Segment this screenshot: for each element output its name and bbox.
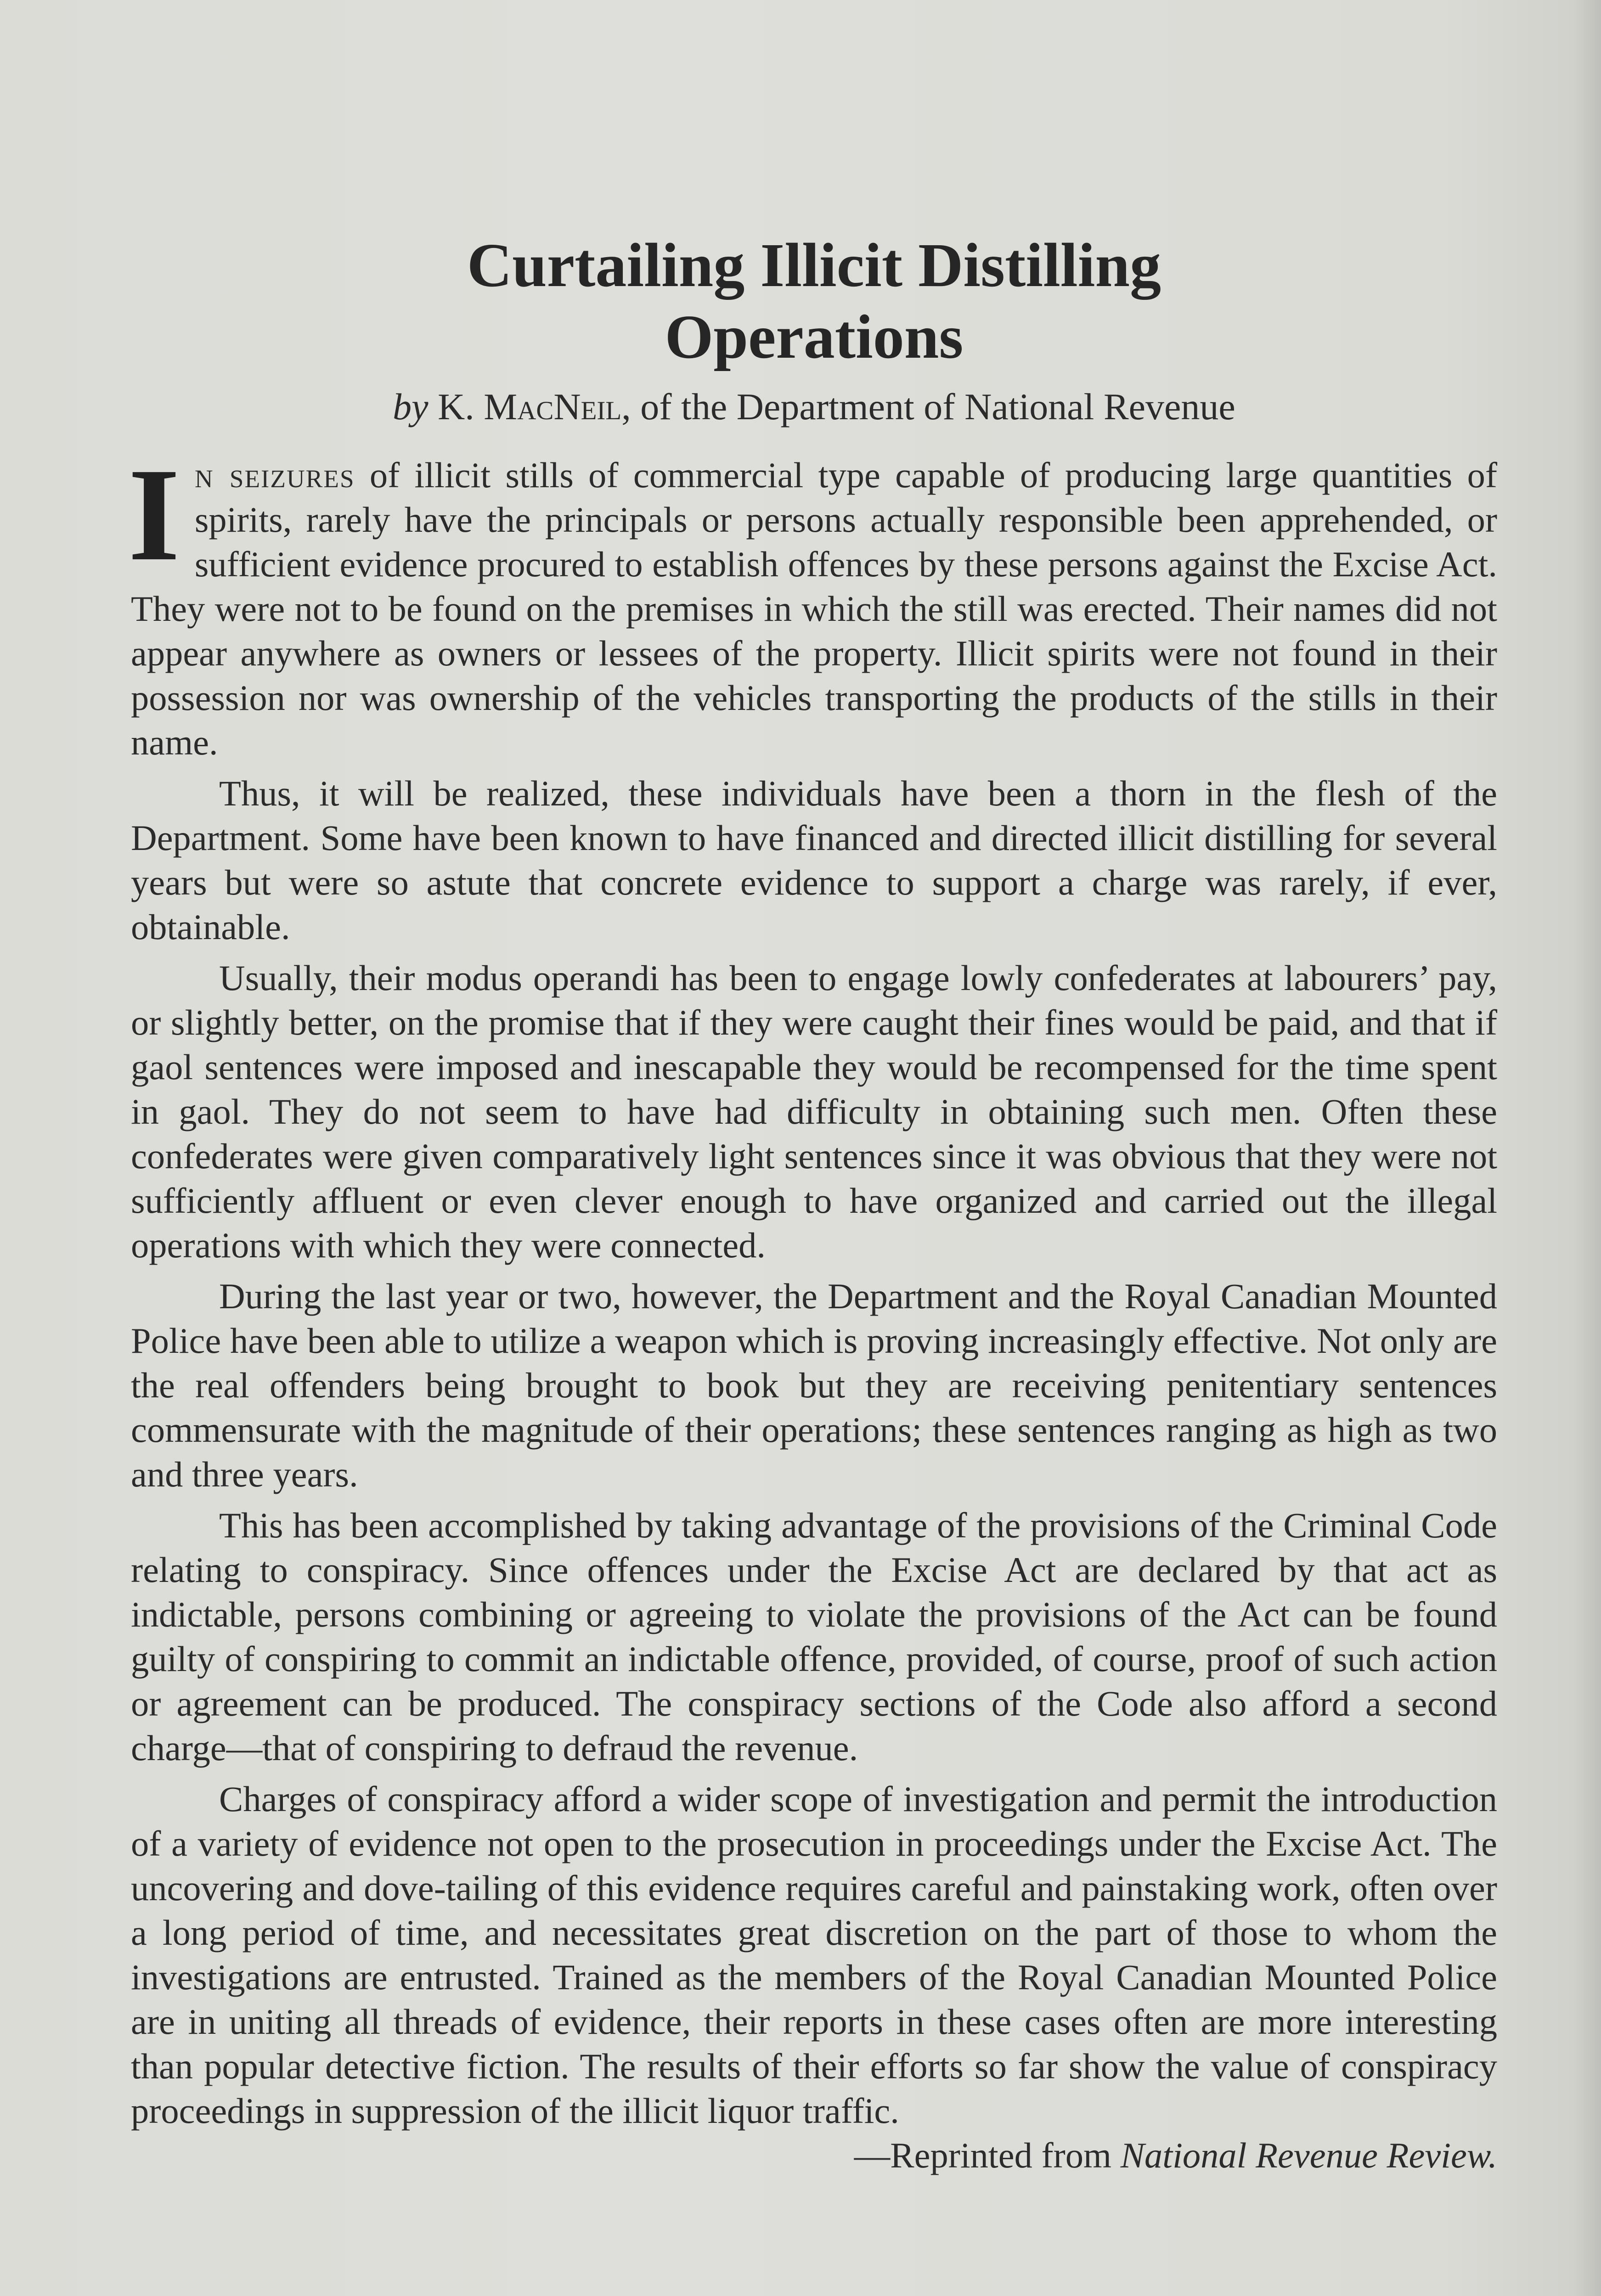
reprint-credit-source: National Revenue Review.	[1120, 2135, 1497, 2175]
byline-affiliation: , of the Department of National Revenue	[621, 386, 1235, 428]
paragraph-1	[128, 441, 1497, 765]
paragraph-4: During the last year or two, however, the Department and the Royal Canadian Mounted Police have been able to utilize a weapon which is proving increasingly effective. Not only are the real offenders being brought to book but they are receiving penitentiary sentences commensurate with the magnitude of their operations; these sentences ranging as high as two and three years.	[131, 1276, 1497, 1494]
paragraph-3: Usually, their modus operandi has been to engage lowly confederates at labourers’ pay, or slightly better, on the promise that if they were caught their fines would be paid, and that if gaol sentences were imposed and inescapable they would be recompensed for the time spent in gaol. They do not seem to have had difficulty in obtaining such men. Often these confederates were given comparatively light sentences since it was obvious that they were not sufficiently affluent or even clever enough to have organized and carried out the illegal operations with which they were connected.	[131, 958, 1497, 1265]
paragraph-1-text: of illicit stills of commercial type capable of producing large quantities of spirits, rarely have the principals or persons actually responsible been apprehended, or sufficient evidence procured to establish offences by these persons against the Excise Act. They were not to be found on the premises in which the still was erected. Their names did not appear anywhere as owners or lessees of the property. Illicit spirits were not found in their possession nor was ownership of the vehicles transporting the products of the stills in their name.	[131, 455, 1497, 762]
byline-by: by	[393, 386, 428, 428]
article-title-line-2: Operations	[665, 303, 964, 371]
reprint-credit	[766, 2133, 1497, 2178]
paragraph-2: Thus, it will be realized, these individuals have been a thorn in the flesh of the Department. Some have been known to have financed and directed illicit distilling for several years but were so astute that concrete evidence to support a charge was rarely, if ever, obtainable.	[131, 773, 1497, 947]
article	[128, 230, 1497, 2178]
paragraph-6	[131, 1777, 1497, 2175]
article-title-line-1: Curtailing Illicit Distilling	[467, 231, 1161, 300]
paragraph-5: This has been accomplished by taking advantage of the provisions of the Criminal Code relating to conspiracy. Since offences under the Excise Act are declared by that act as indictable, persons combining or agreeing to violate the provisions of the Act can be found guilty of conspiring to commit an indictable offence, provided, of course, proof of such action or agreement can be produced. The conspiracy sections of the Code also afford a second charge—that of conspiring to defraud the revenue.	[131, 1505, 1497, 1768]
byline-initial: K.	[438, 386, 474, 428]
byline	[131, 384, 1497, 430]
paragraph-6-text: Charges of conspiracy afford a wider scope of investigation and permit the introduction of a variety of evidence not open to the prosecution in proceedings under the Excise Act. The uncovering and dove-tailing of this evidence requires careful and painstaking work, often over a long period of time, and necessitates great discretion on the part of those to whom the investigations are entrusted. Trained as the members of the Royal Canadian Mounted Police are in uniting all threads of evidence, their reports in these cases often are more interesting than popular detective fiction. The results of their efforts so far show the value of conspiracy proceedings in suppression of the illicit liquor traffic.	[131, 1779, 1497, 2131]
drop-cap: I	[128, 441, 180, 588]
byline-author: MacNeil	[484, 386, 622, 428]
reprint-credit-prefix: —Reprinted from	[854, 2135, 1121, 2175]
article-title	[131, 230, 1497, 373]
lead-in-small-caps: n seizures	[194, 455, 355, 495]
page-edge-shadow	[1573, 0, 1601, 2296]
